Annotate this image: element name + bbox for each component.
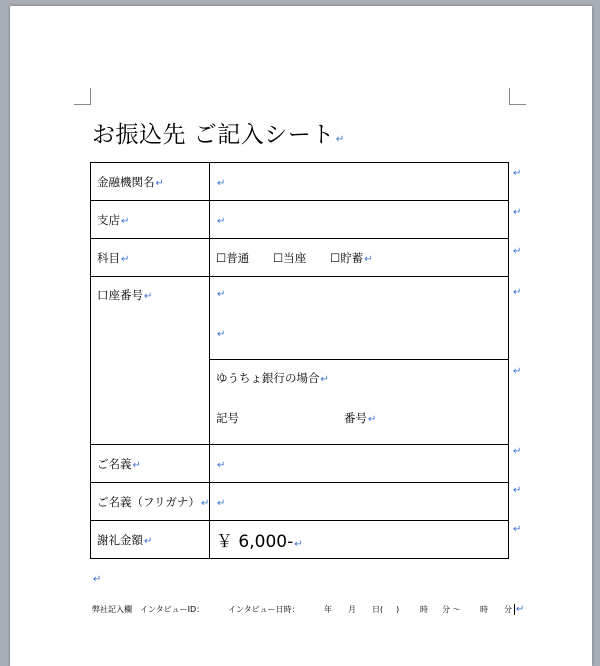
holder-kana-label-cell: ご名義（フリガナ）↵ [91, 483, 210, 521]
yucho-number-label: 番号 [344, 411, 367, 425]
interview-id-label: インタビューID： [140, 605, 205, 614]
yucho-symbol-label: 記号 [216, 411, 239, 425]
yucho-heading: ゆうちょ銀行の場合 [216, 371, 320, 385]
crop-mark-top-right [509, 88, 526, 105]
holder-kana-input-cell[interactable]: ↵ [210, 483, 509, 521]
checkbox-ordinary[interactable]: ☐普通 [216, 250, 250, 265]
table-row [91, 277, 509, 360]
row-end-mark-icon: ↵ [513, 246, 522, 257]
title-text: お振込先 ご記入シート [92, 122, 335, 148]
account-number-label-cell: 口座番号↵ [91, 277, 210, 445]
row-end-mark-icon: ↵ [513, 168, 522, 179]
bank-transfer-form-table [90, 162, 509, 559]
crop-mark-top-left [74, 88, 91, 105]
yucho-input-cell[interactable]: ゆうちょ銀行の場合↵ 記号 番号↵ [210, 360, 509, 445]
empty-paragraph-mark-icon: ↵ [93, 574, 102, 585]
row-end-mark-icon: ↵ [513, 485, 522, 496]
fee-amount: ￥ 6,000- [216, 532, 294, 552]
checkbox-savings[interactable]: ☐貯蓄 [329, 250, 364, 265]
bank-name-label-cell: 金融機関名↵ [91, 163, 210, 201]
paragraph-mark-icon: ↵ [335, 134, 345, 145]
row-end-mark-icon: ↵ [513, 524, 522, 535]
row-end-mark-icon: ↵ [513, 446, 522, 457]
branch-input-cell[interactable]: ↵ [210, 201, 509, 239]
holder-input-cell[interactable]: ↵ [210, 445, 509, 483]
document-title[interactable] [92, 116, 345, 149]
interview-datetime-label: インタビュー日時： [228, 605, 300, 614]
text-cursor [514, 604, 515, 615]
account-type-options-cell: ☐普通 ☐当座 ☐貯蓄↵ [210, 239, 509, 277]
fee-value-cell[interactable]: ￥ 6,000-↵ [210, 521, 509, 559]
account-number-input-cell[interactable]: ↵ ↵ [210, 277, 509, 360]
table-row [91, 239, 509, 277]
table-row [91, 521, 509, 559]
table-row [91, 483, 509, 521]
checkbox-checking[interactable]: ☐当座 [272, 250, 307, 265]
table-row [91, 163, 509, 201]
office-use-footer: 弊社記入欄 インタビューID： インタビュー日時： 年 月 日( ) 時 分 ～ 時 分 ↵ [92, 604, 525, 615]
table-row [91, 445, 509, 483]
document-page [10, 6, 592, 666]
row-end-mark-icon: ↵ [513, 207, 522, 218]
row-end-mark-icon: ↵ [513, 287, 522, 298]
holder-label-cell: ご名義↵ [91, 445, 210, 483]
office-note: 弊社記入欄 [92, 605, 132, 614]
table-row [91, 201, 509, 239]
row-end-mark-icon: ↵ [513, 366, 522, 377]
bank-name-input-cell[interactable]: ↵ [210, 163, 509, 201]
fee-label-cell: 謝礼金額↵ [91, 521, 210, 559]
branch-label-cell: 支店↵ [91, 201, 210, 239]
account-type-label-cell: 科目↵ [91, 239, 210, 277]
